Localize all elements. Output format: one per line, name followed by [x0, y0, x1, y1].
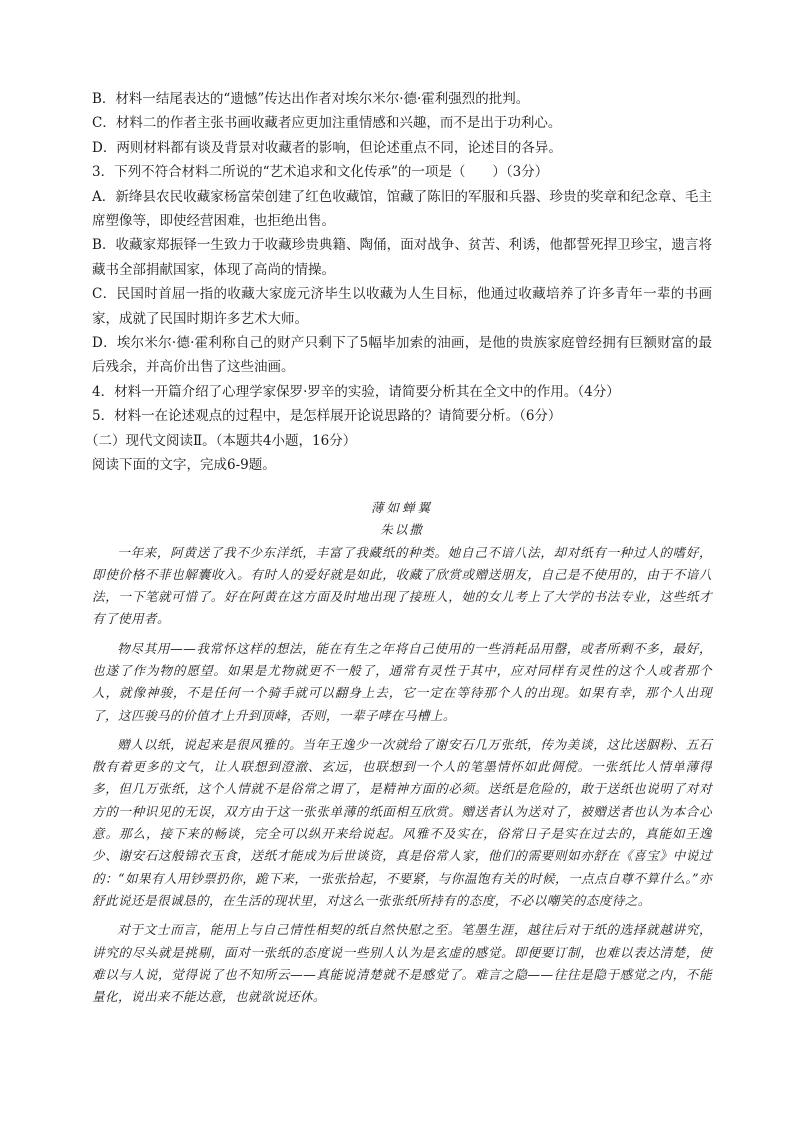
option-2b: B．材料一结尾表达的“遗憾”传达出作者对埃尔米尔·德·霍利强烈的批判。 [92, 91, 530, 107]
option-3b: B．收藏家郑振铎一生致力于收藏珍贵典籍、陶俑，面对战争、贫苦、利诱，他都誓死捍卫珍宝，遗言将藏书全部捐献国家，体现了高尚的情操。 [92, 237, 712, 278]
option-3d: D．埃尔米尔·德·霍利称自己的财产只剩下了5幅毕加索的油画，是他的贵族家庭曾经拥有巨额财富的最后残余，并高价出售了这些油画。 [92, 335, 712, 376]
article-title: 薄如蝉翼 [370, 499, 433, 515]
question-3: 3．下列不符合材料二所说的“艺术追求和文化传承”的一项是（ ）（3分） [92, 164, 549, 181]
article-paragraph: 一年来，阿黄送了我不少东洋纸，丰富了我藏纸的种类。她自己不谙八法，却对纸有一种过人的嗜好，即使价格不菲也解囊收入。有时人的爱好就是如此，收藏了欣赏或赠送朋友，自己是不使用的，由于不谙八法，一下笔就可惜了。好在阿黄在这方面及时地出现了接班人，她的女儿考上了大学的书法专业，这些纸才有了使用者。 [92, 544, 712, 627]
article-paragraph: 赠人以纸，说起来是很风雅的。当年王逸少一次就给了谢安石几万张纸，传为美谈，这比送胭粉、五石散有着更多的文气，让人联想到澄澈、玄远，也联想到一个人的笔墨情怀如此倜傥。一张纸比人情单薄得多，但几万张纸，这个人情就不是俗常之谓了，是精神方面的必须。送纸是危险的，敢于送纸也说明了对对方的一种识见的无误，双方由于这一张张单薄的纸面相互欣赏。赠送者认为送对了，被赠送者也认为本合心意。那么，接下来的畅谈，完全可以纵开来给说起。风雅不及实在，俗常日子是实在过去的，真能如王逸少、谢安石这般锦衣玉食，送纸才能成为后世谈资，真是俗常人家，他们的需要则如亦舒在《喜宝》中说过的：“如果有人用钞票扔你，跪下来，一张张拾起，不要紧，与你温饱有关的时候，一点点自尊不算什么。”亦舒此说还是很诚恳的，在生活的现状里，对这么一张张纸所持有的态度，不必以嘲笑的态度待之。 [92, 736, 712, 908]
option-2d: D．两则材料都有谈及背景对收藏者的影响，但论述重点不同，论述目的各异。 [92, 139, 562, 156]
article-paragraph: 物尽其用——我常怀这样的想法，能在有生之年将自己使用的一些消耗品用罄，或者所剩不多，最好，也遂了作为物的愿望。如果是尤物就更不一般了，通常有灵性于其中，应对同样有灵性的这个人或者那个人，就像神骏，不是任何一个骑手就可以翻身上去，它一定在等待那个人的出现。如果有幸，那个人出现了，这匹骏马的价值才上升到顶峰，否则，一辈子哮在马槽上。 [92, 640, 712, 723]
question-4: 4．材料一开篇介绍了心理学家保罗·罗辛的实验，请简要分析其在全文中的作用。（4分） [92, 383, 620, 400]
article-paragraph: 对于文士而言，能用上与自己情性相契的纸自然快慰之至。笔墨生涯，越往后对于纸的选择就越讲究，讲究的尽头就是挑剔，面对一张纸的态度说一些别人认为是玄虚的感觉。即便要订制，也难以表达清楚，使难以与人说，觉得说了也不知所云——真能说清楚就不是感觉了。难言之隐——往往是隐于感觉之内，不能量化，说出来不能达意，也就欲说还休。 [92, 922, 712, 1005]
option-3c: C．民国时首屈一指的收藏大家庞元济毕生以收藏为人生目标，他通过收藏培养了许多青年一辈的书画家，成就了民国时期许多艺术大师。 [92, 286, 712, 327]
article [92, 496, 712, 1009]
section-heading: （二）现代文阅读Ⅱ。（本题共4小题，16分） [85, 432, 357, 449]
option-3a: A．新绛县农民收藏家杨富荣创建了红色收藏馆，馆藏了陈旧的军服和兵器、珍贵的奖章和纪念章、毛主席塑像等，即使经营困难，也拒绝出售。 [92, 188, 712, 230]
question-5: 5．材料一在论述观点的过程中，是怎样展开论说思路的？请简要分析。（6分） [92, 408, 562, 425]
option-2c: C．材料二的作者主张书画收藏者应更加注重情感和兴趣，而不是出于功利心。 [92, 115, 562, 132]
questions-block [92, 87, 712, 429]
article-author: 朱以撒 [380, 521, 424, 537]
instruction: 阅读下面的文字，完成6-9题。 [92, 457, 276, 474]
